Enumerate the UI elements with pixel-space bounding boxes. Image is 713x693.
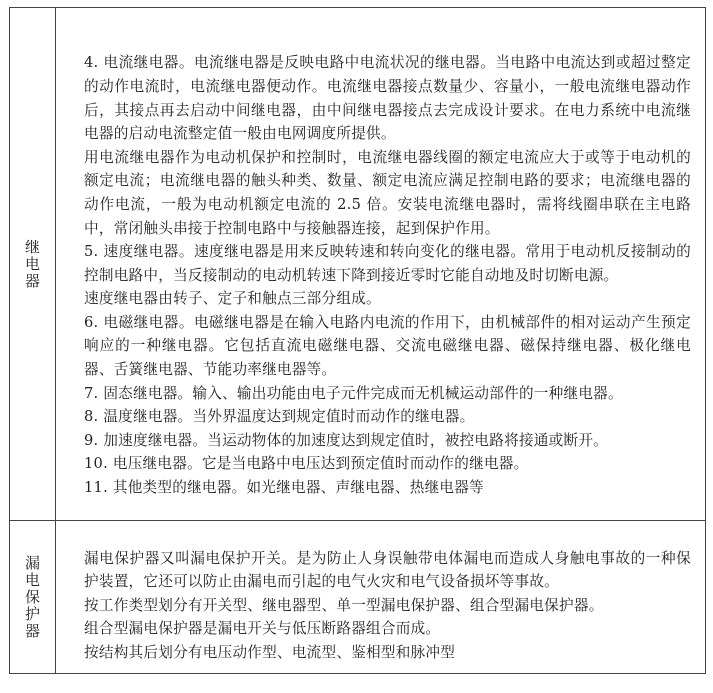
paragraph: 10. 电压继电器。它是当电路中电压达到预定值时而动作的继电器。 bbox=[84, 455, 529, 473]
paragraph: 按结构其后划分有电压动作型、电流型、鉴相型和脉冲型 bbox=[84, 643, 456, 661]
table-row-leakage-protector bbox=[10, 521, 706, 674]
paragraph: 组合型漏电保护器是漏电开关与低压断路器组合而成。 bbox=[84, 620, 441, 638]
row-label-cell bbox=[10, 8, 56, 521]
paragraph: 速度继电器由转子、定子和触点三部分组成。 bbox=[84, 290, 381, 308]
paragraph: 8. 温度继电器。当外界温度达到规定值时而动作的继电器。 bbox=[84, 408, 475, 426]
paragraph: 漏电保护器又叫漏电保护开关。是为防止人身误触带电体漏电而造成人身触电事故的一种保护装置，它还可以防止由漏电而引起的电气火灾和电气设备损坏等事故。 bbox=[84, 549, 691, 591]
paragraph: 7. 固态继电器。输入、输出功能由电子元件完成而无机械运动部件的一种继电器。 bbox=[84, 384, 623, 402]
paragraph: 按工作类型划分有开关型、继电器型、单一型漏电保护器、组合型漏电保护器。 bbox=[84, 596, 604, 614]
row-content-cell bbox=[56, 521, 706, 674]
paragraph: 用电流继电器作为电动机保护和控制时，电流继电器线圈的额定电流应大于或等于电动机的额定电流；电流继电器的触头种类、数量、额定电流应满足控制电路的要求；电流继电器的动作电流，一般为电动机额定电流的 2.5 倍。安装电流继电器时，需将线圈串联在主电路中，常闭触头串接于控制电路中与接触器连接，起到保护作用。 bbox=[84, 148, 691, 237]
row-label-cell bbox=[10, 521, 56, 674]
paragraph: 6. 电磁继电器。电磁继电器是在输入电路内电流的作用下，由机械部件的相对运动产生预定响应的一种继电器。它包括直流电磁继电器、交流电磁继电器、磁保持继电器、极化继电器、舌簧继电器、节能功率继电器等。 bbox=[84, 313, 691, 379]
paragraph: 4. 电流继电器。电流继电器是反映电路中电流状况的继电器。当电路中电流达到或超过整定的动作电流时，电流继电器便动作。电流继电器接点数量少、容量小，一般电流继电器动作后，其接点再去启动中间继电器，由中间继电器接点去完成设计要求。在电力系统中电流继电器的启动电流整定值一般由电网调度所提供。 bbox=[84, 54, 691, 143]
paragraph: 11. 其他类型的继电器。如光继电器、声继电器、热继电器等 bbox=[84, 479, 484, 497]
row-content-cell bbox=[56, 8, 706, 521]
paragraph: 9. 加速度继电器。当运动物体的加速度达到规定值时，被控电路将接通或断开。 bbox=[84, 431, 609, 449]
table-row-relay bbox=[10, 8, 706, 521]
row-label: 继电器 bbox=[24, 237, 40, 290]
content-table bbox=[9, 7, 706, 674]
paragraph: 5. 速度继电器。速度继电器是用来反映转速和转向变化的继电器。常用于电动机反接制动的控制电路中，当反接制动的电动机转速下降到接近零时它能自动地及时切断电源。 bbox=[84, 243, 691, 284]
row-label: 漏电保护器 bbox=[24, 553, 40, 640]
